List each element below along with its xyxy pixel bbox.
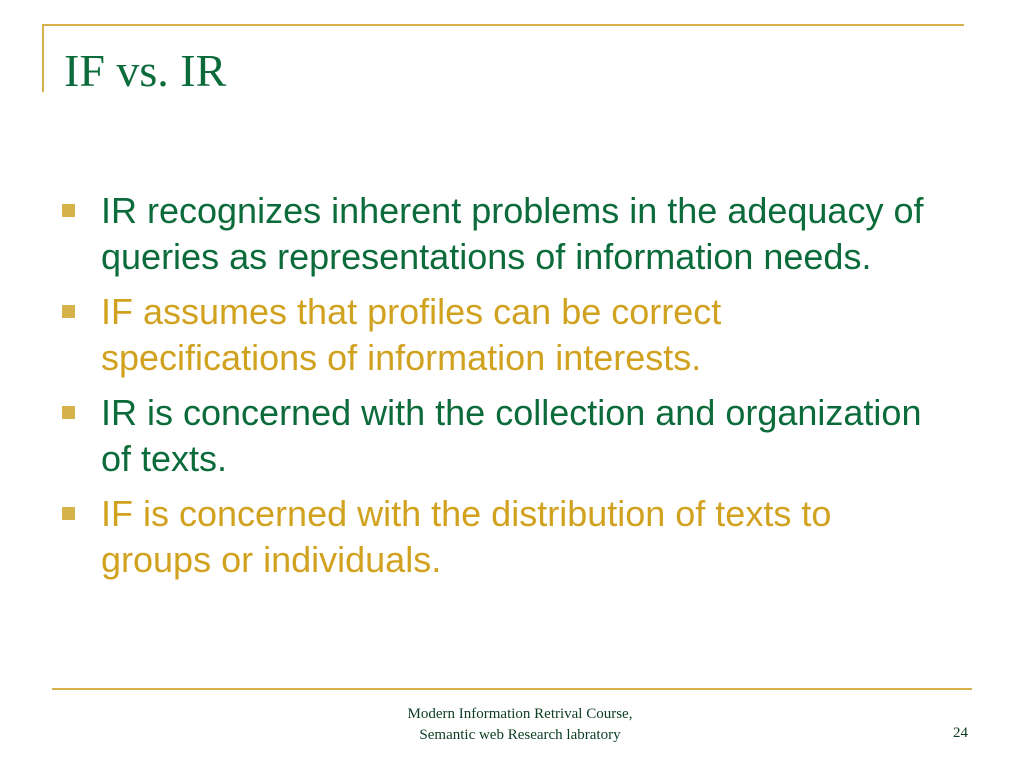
slide-title: IF vs. IR xyxy=(64,45,227,96)
page-number: 24 xyxy=(953,725,968,741)
left-frame-line xyxy=(42,24,44,92)
footer-lab: Semantic web Research labratory xyxy=(419,727,621,743)
bottom-rule xyxy=(52,688,972,690)
footer xyxy=(360,704,680,746)
square-bullet-icon xyxy=(62,204,75,217)
square-bullet-icon xyxy=(62,507,75,520)
square-bullet-icon xyxy=(62,305,75,318)
bullet-text: IR is concerned with the collection and organization of texts. xyxy=(101,392,922,479)
bullet-item xyxy=(62,188,942,280)
bullet-item xyxy=(62,390,942,482)
bullet-item xyxy=(62,289,942,381)
bullet-text: IR recognizes inherent problems in the adequacy of queries as representations of information needs. xyxy=(101,190,924,277)
bullet-text: IF assumes that profiles can be correct specifications of information interests. xyxy=(101,291,722,378)
bullet-text: IF is concerned with the distribution of texts to groups or individuals. xyxy=(101,493,832,580)
footer-course: Modern Information Retrival Course, xyxy=(407,706,633,722)
square-bullet-icon xyxy=(62,406,75,419)
bullet-list xyxy=(62,188,942,592)
top-frame-line xyxy=(42,24,964,26)
bullet-item xyxy=(62,491,942,583)
